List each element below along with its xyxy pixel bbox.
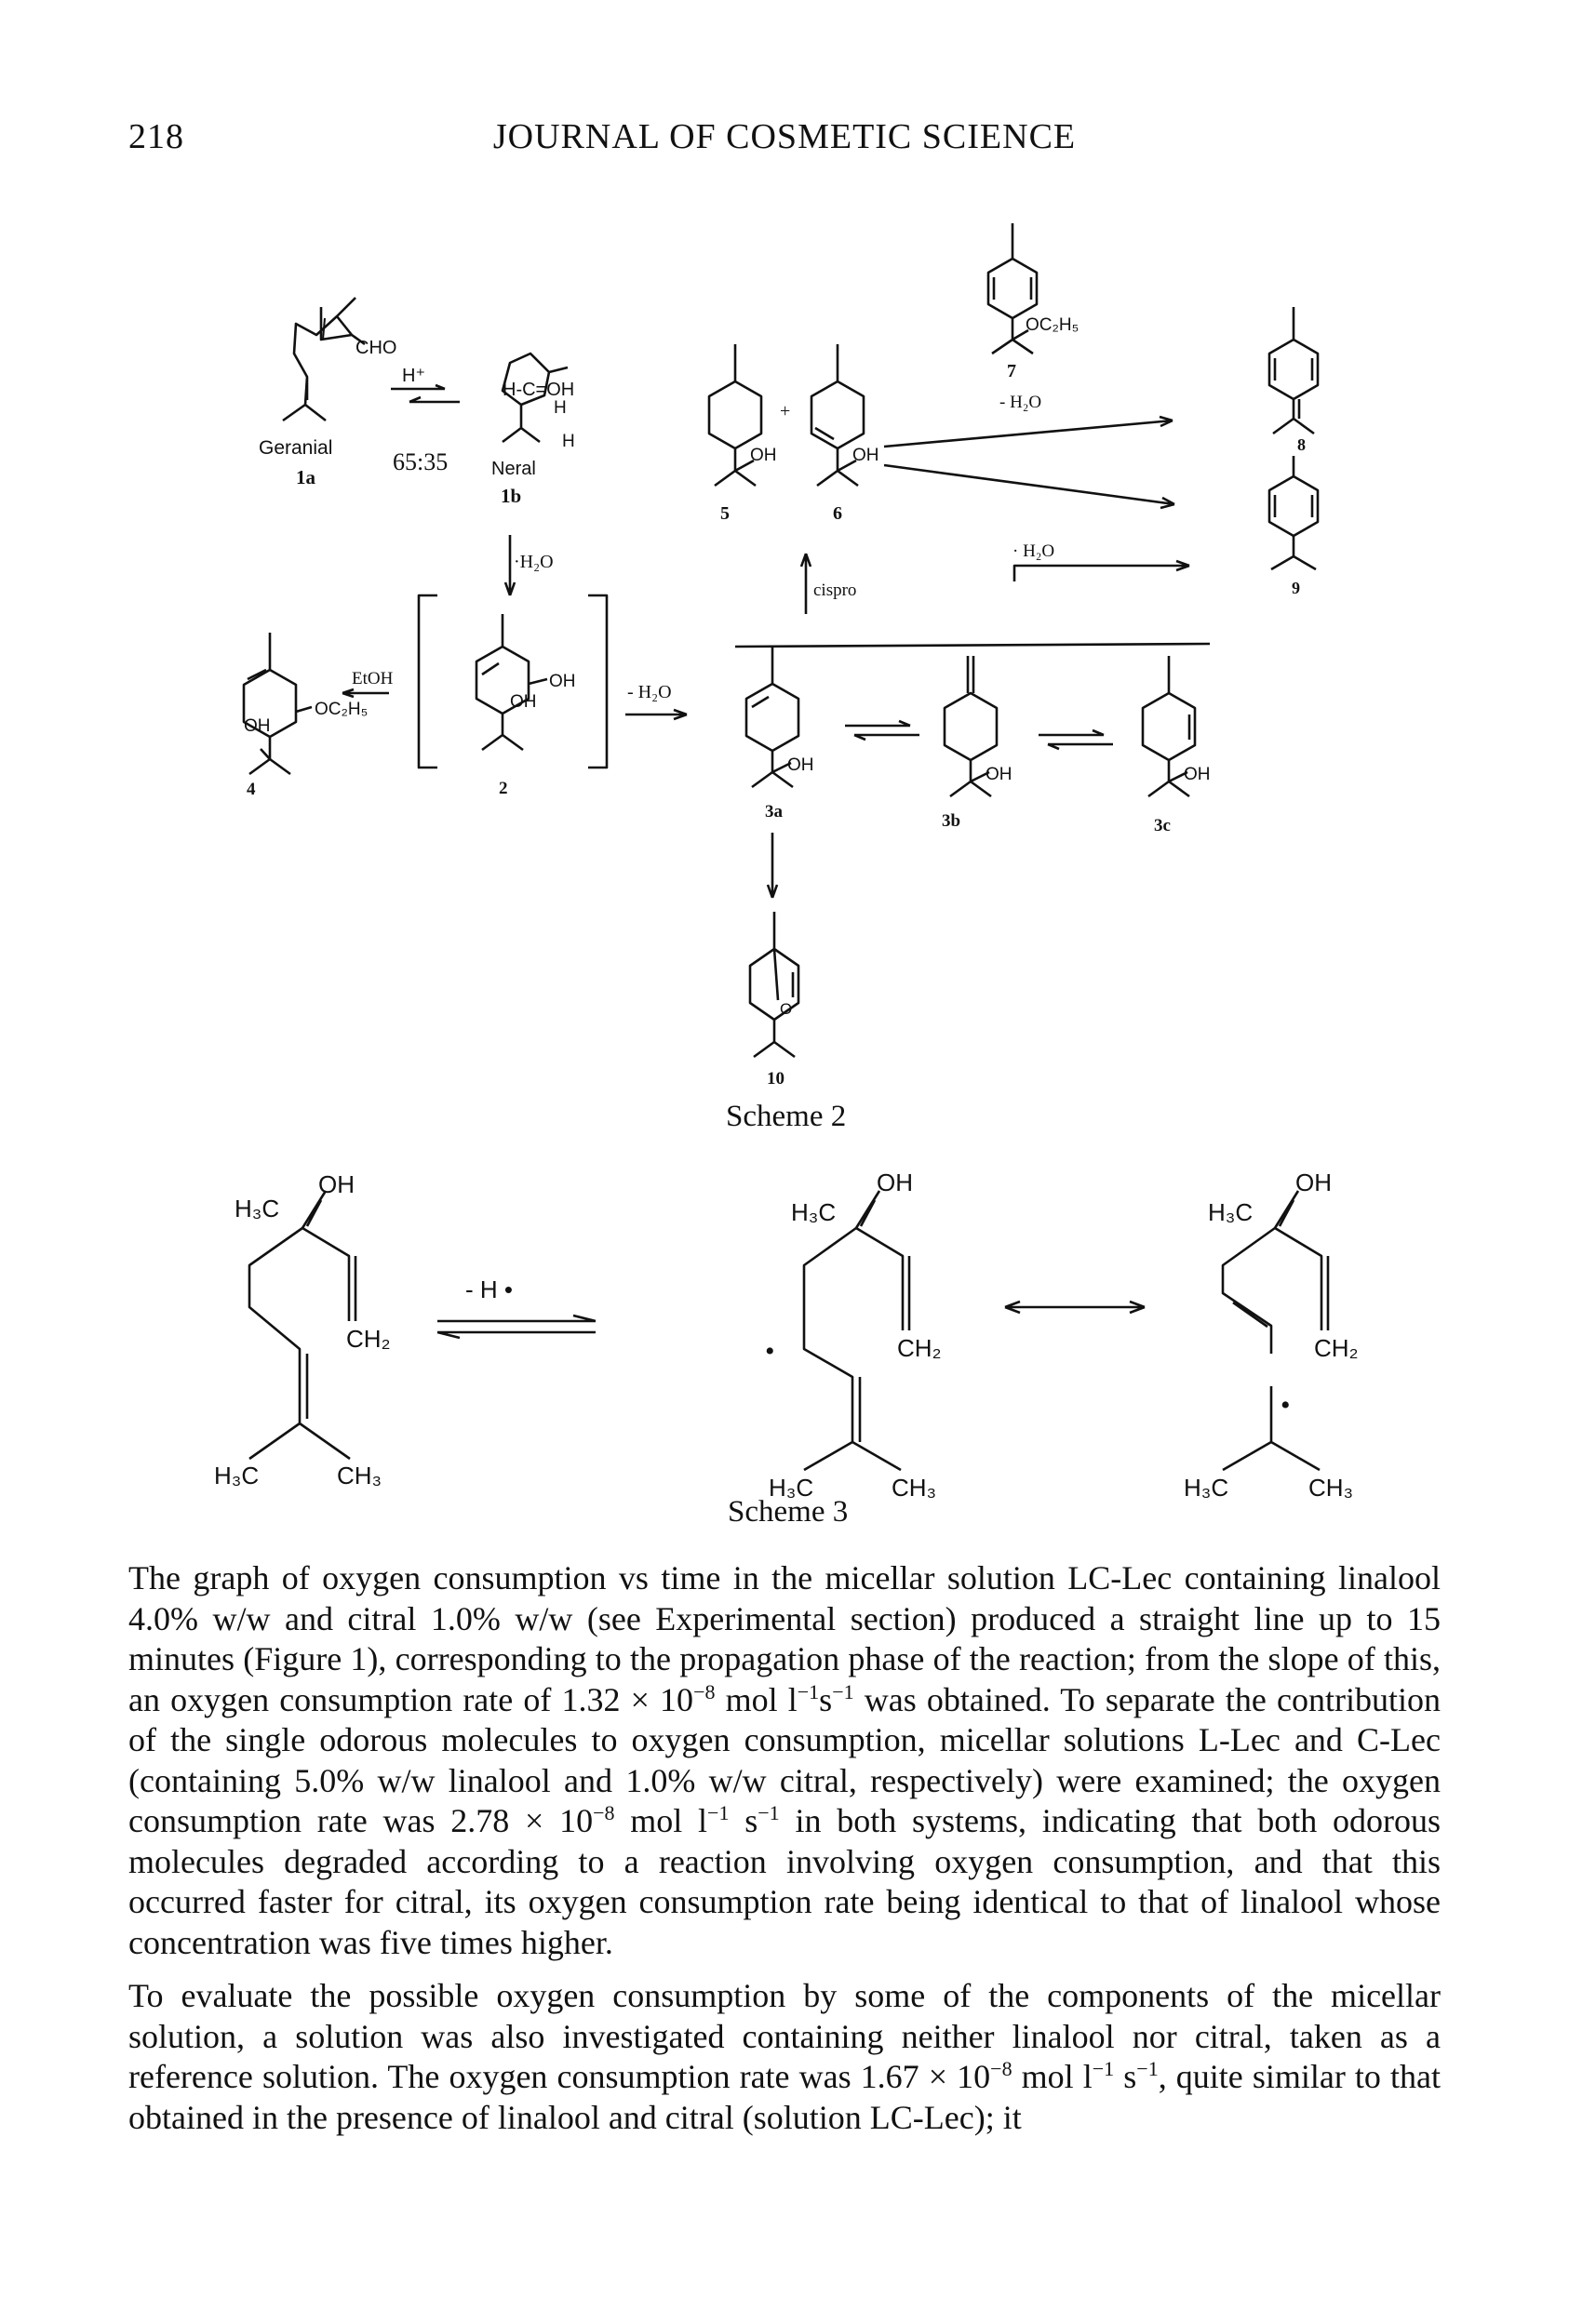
ch2-label-1: CH₂ <box>346 1325 391 1353</box>
h3c-label-5: H₃C <box>1208 1198 1254 1226</box>
equilibrium-arrow-2 <box>845 721 919 740</box>
etoh-label: EtOH <box>352 669 394 688</box>
compound-1a-label: 1a <box>296 466 315 488</box>
body-text <box>128 1558 1441 2151</box>
h3c-label-1: H₃C <box>235 1195 280 1222</box>
o-10: O <box>780 1000 793 1018</box>
radical-1-structure <box>804 1191 909 1470</box>
h3c-label-4: H₃C <box>769 1474 814 1502</box>
compound-8-structure <box>1269 307 1318 434</box>
h-plus-label: H⁺ <box>402 366 425 386</box>
ch2-label-3: CH₂ <box>1314 1334 1359 1362</box>
ch3-label-1: CH₃ <box>337 1462 382 1489</box>
minus-h2o-label-4: - H₂O <box>627 682 672 702</box>
oh-3c: OH <box>1184 765 1211 784</box>
compound-2-structure <box>476 614 547 750</box>
oc2h5-7: OC₂H₅ <box>1026 315 1080 335</box>
oc2h5-4: OC₂H₅ <box>315 700 369 719</box>
compound-10-structure <box>750 912 798 1057</box>
h3c-label-3: H₃C <box>791 1198 837 1226</box>
oh-5: OH <box>750 446 777 465</box>
compound-3a-label: 3a <box>765 802 783 821</box>
oh-label-1: OH <box>318 1170 355 1198</box>
equilibrium-arrow-1 <box>391 385 460 402</box>
neral-label: Neral <box>491 459 536 479</box>
oh-6: OH <box>852 446 879 465</box>
geranial-label: Geranial <box>259 437 333 459</box>
group-bracket-line <box>735 644 1210 647</box>
paragraph-1: The graph of oxygen consumption vs time in the micellar solution LC-Lec containing linalool 4.0% w/w and citral 1.0% w/w (see Experimental section) produced a straight line up to 15 minutes (Figure 1), corresponding to the propagation phase of the reaction; from the slope of this, an oxygen consumption rate of $1.32 \times 10^{-8}$ mol $l^{-1}s^{-1}$ was obtained. To separate the contribution of the single odorous molecules to oxygen consumption, micellar solutions L-Lec and C-Lec (containing 5.0% w/w linalool and 1.0% w/w citral, respectively) were examined; the oxygen consumption rate was $2.78 \times 10^{-8}$ mol $l^{-1}$ $s^{-1}$ in both systems, indicating that both odorous molecules degraded according to a reaction involving oxygen consumption, and that this occurred faster for citral, its oxygen consumption rate being identical to that of linalool whose concentration was five times higher. <box>128 1559 1442 1961</box>
cispro-arrow <box>801 554 811 614</box>
compound-4-label: 4 <box>247 780 256 799</box>
ch3-label-3: CH₃ <box>1308 1474 1354 1502</box>
compound-3c-label: 3c <box>1154 816 1171 835</box>
arrow-2-to-3a <box>625 710 687 719</box>
equilibrium-arrow-4 <box>437 1316 596 1338</box>
arrow-3a-to-10 <box>768 833 777 898</box>
oh-label-3: OH <box>1295 1169 1332 1196</box>
compound-1b-label: 1b <box>501 485 522 507</box>
oh-3b: OH <box>986 765 1012 784</box>
compound-7-label: 7 <box>1007 361 1016 381</box>
oh-3a: OH <box>787 755 814 775</box>
etoh-arrow <box>342 689 389 697</box>
journal-title: JOURNAL OF COSMETIC SCIENCE <box>492 117 1077 156</box>
oh-4: OH <box>244 716 271 736</box>
oh-2b: OH <box>510 692 537 712</box>
minus-h2o-label-2: - H₂O <box>999 393 1042 412</box>
minus-h-label: - H • <box>465 1276 513 1303</box>
compound-3b-label: 3b <box>942 811 961 831</box>
arrow-to-9 <box>884 465 1174 508</box>
scheme-3-diagram <box>0 1163 1569 1554</box>
minus-h2o-label-3: · H₂O <box>1012 541 1055 561</box>
compound-5-label: 5 <box>720 503 730 524</box>
paragraph-2: To evaluate the possible oxygen consumption by some of the components of the micellar solution, a solution was also investigated containing neither linalool nor citral, taken as a reference solution. The oxygen consumption rate was $1.67 \times 10^{-8}$ mol $l^{-1}$ $s^{-1}$, quite similar to that obtained in the presence of linalool and citral (solution LC-Lec); it <box>128 1977 1441 2136</box>
oh-label-2: OH <box>877 1169 913 1196</box>
geranial-structure <box>283 298 365 421</box>
page-number: 218 <box>128 117 184 156</box>
h-label-2: H <box>562 432 575 451</box>
scheme-3-caption: Scheme 3 <box>728 1495 849 1529</box>
hcoh-label: H-C=OH <box>503 380 575 400</box>
compound-6-label: 6 <box>833 503 842 524</box>
radical-dot-2: • <box>1281 1390 1291 1421</box>
compound-10-label: 10 <box>767 1069 784 1089</box>
compound-9-structure <box>1269 456 1318 569</box>
compound-8-label: 8 <box>1297 435 1306 454</box>
h-label-1: H <box>554 398 567 418</box>
compound-9-label: 9 <box>1292 579 1300 597</box>
arrow-3-to-9 <box>1014 561 1189 581</box>
cispro-label: cispro <box>813 581 857 600</box>
ratio-label: 65:35 <box>393 448 449 475</box>
linalool-structure <box>249 1191 355 1459</box>
oh-2a: OH <box>549 672 576 691</box>
minus-h2o-label-1: ·H₂O <box>514 552 554 572</box>
resonance-arrow <box>1005 1302 1145 1313</box>
scheme-2-caption: Scheme 2 <box>726 1100 847 1133</box>
arrow-to-8 <box>884 417 1173 447</box>
equilibrium-arrow-3 <box>1039 730 1113 749</box>
ch2-label-2: CH₂ <box>897 1334 942 1362</box>
h3c-label-2: H₃C <box>214 1462 260 1489</box>
compound-2-label: 2 <box>499 779 508 798</box>
h3c-label-6: H₃C <box>1184 1474 1229 1502</box>
cho-label: CHO <box>355 338 397 358</box>
compound-4-structure <box>244 633 312 774</box>
radical-2-structure <box>1223 1191 1328 1470</box>
ch3-label-2: CH₃ <box>892 1474 937 1502</box>
radical-dot-1: • <box>765 1336 775 1367</box>
plus-sign: + <box>780 401 791 421</box>
